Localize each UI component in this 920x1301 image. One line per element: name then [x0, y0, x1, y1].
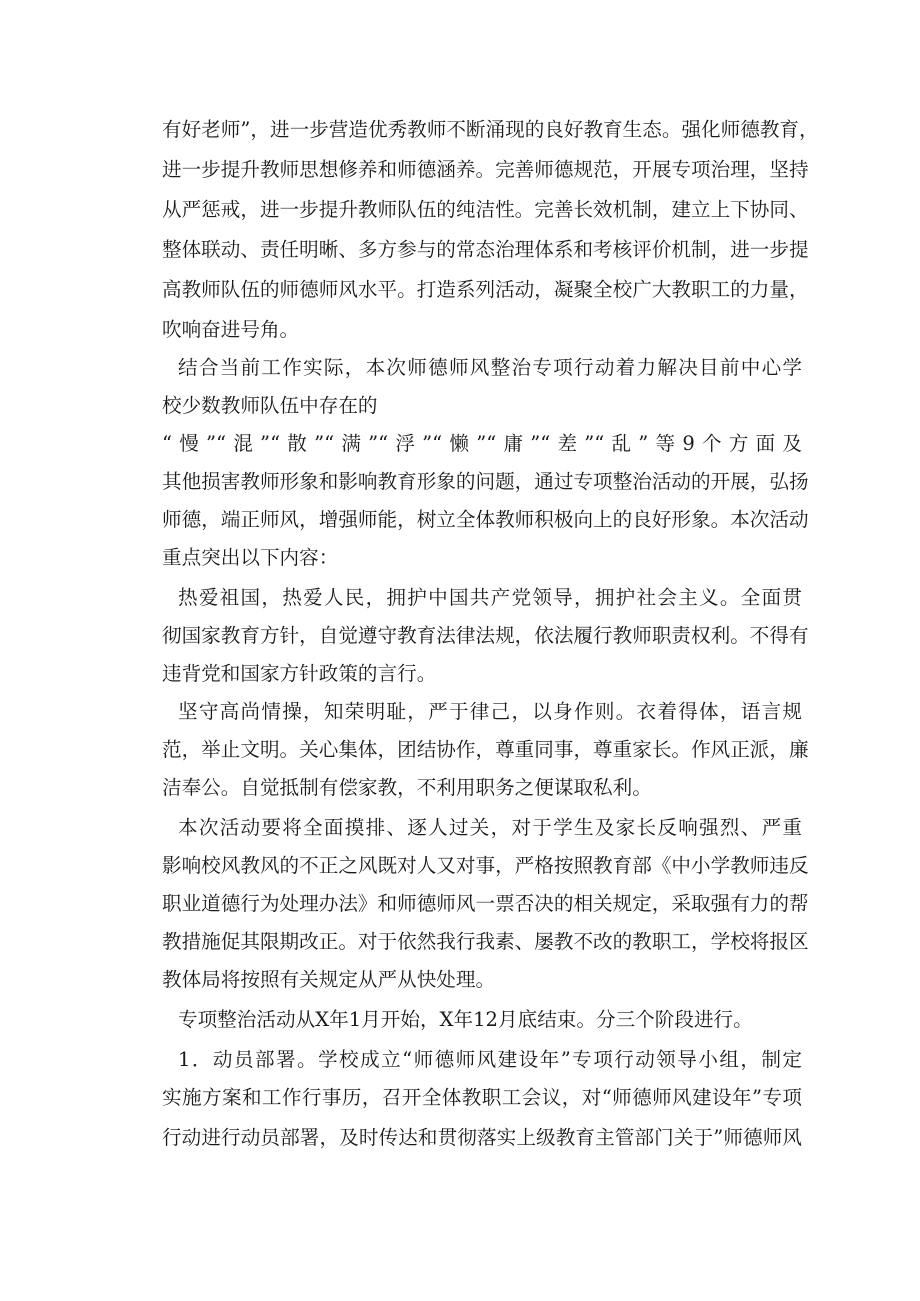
paragraph-line: “慢”“混”“散”“满”“浮”“懒”“庸”“差”“乱”等9个方面及 [162, 432, 802, 455]
paragraph-line: 行动进行动员部署，及时传达和贯彻落实上级教育主管部门关于”师德师风 [162, 1126, 802, 1149]
paragraph-line: 校少数教师队伍中存在的 [162, 394, 378, 417]
paragraph-line: 专项整治活动从X年1月开始，X年12月底结束。分三个阶段进行。 [178, 1008, 753, 1031]
paragraph-line: 重点突出以下内容： [162, 546, 339, 569]
paragraph-line: 范，举止文明。关心集体，团结协作，尊重同事，尊重家长。作风正派，廉 [162, 738, 809, 761]
paragraph-line: 教体局将按照有关规定从严从快处理。 [162, 968, 496, 991]
paragraph-line: 高教师队伍的师德师风水平。打造系列活动，凝聚全校广大教职工的力量， [162, 278, 809, 301]
paragraph-line: 其他损害教师形象和影响教育形象的问题，通过专项整治活动的开展，弘扬 [162, 470, 809, 493]
paragraph-line: 从严惩戒，进一步提升教师队伍的纯洁性。完善长效机制，建立上下协同、 [162, 198, 809, 221]
paragraph-line: 彻国家教育方针，自觉遵守教育法律法规，依法履行教师职责权利。不得有 [162, 624, 809, 647]
paragraph-line: 进一步提升教师思想修养和师德涵养。完善师德规范，开展专项治理，坚持 [162, 158, 809, 181]
paragraph-line: 热爱祖国，热爱人民，拥护中国共产党领导，拥护社会主义。全面贯 [178, 586, 802, 609]
paragraph-line: 职业道德行为处理办法》和师德师风一票否决的相关规定，采取强有力的帮 [162, 892, 809, 915]
paragraph-line: 1．动员部署。学校成立“师德师风建设年”专项行动领导小组，制定 [178, 1048, 802, 1071]
paragraph-line: 师德，端正师风，增强师能，树立全体教师积极向上的良好形象。本次活动 [162, 508, 809, 531]
paragraph-line: 教措施促其限期改正。对于依然我行我素、屡教不改的教职工，学校将报区 [162, 930, 809, 953]
paragraph-line: 违背党和国家方针政策的言行。 [162, 662, 437, 685]
paragraph-line: 本次活动要将全面摸排、逐人过关，对于学生及家长反响强烈、严重 [178, 816, 802, 839]
paragraph-line: 吹响奋进号角。 [162, 318, 300, 341]
paragraph-line: 整体联动、责任明晰、多方参与的常态治理体系和考核评价机制，进一步提 [162, 238, 809, 261]
paragraph-line: 结合当前工作实际，本次师德师风整治专项行动着力解决目前中心学 [178, 356, 802, 379]
paragraph-line: 实施方案和工作行事历，召开全体教职工会议，对“师德师风建设年”专项 [162, 1086, 802, 1109]
paragraph-line: 有好老师”，进一步营造优秀教师不断涌现的良好教育生态。强化师德教育， [162, 118, 819, 141]
paragraph-line: 影响校风教风的不正之风既对人又对事，严格按照教育部《中小学教师违反 [162, 854, 809, 877]
paragraph-line: 洁奉公。自觉抵制有偿家教，不利用职务之便谋取私利。 [162, 776, 652, 799]
paragraph-line: 坚守高尚情操，知荣明耻，严于律己，以身作则。衣着得体，语言规 [178, 700, 802, 723]
